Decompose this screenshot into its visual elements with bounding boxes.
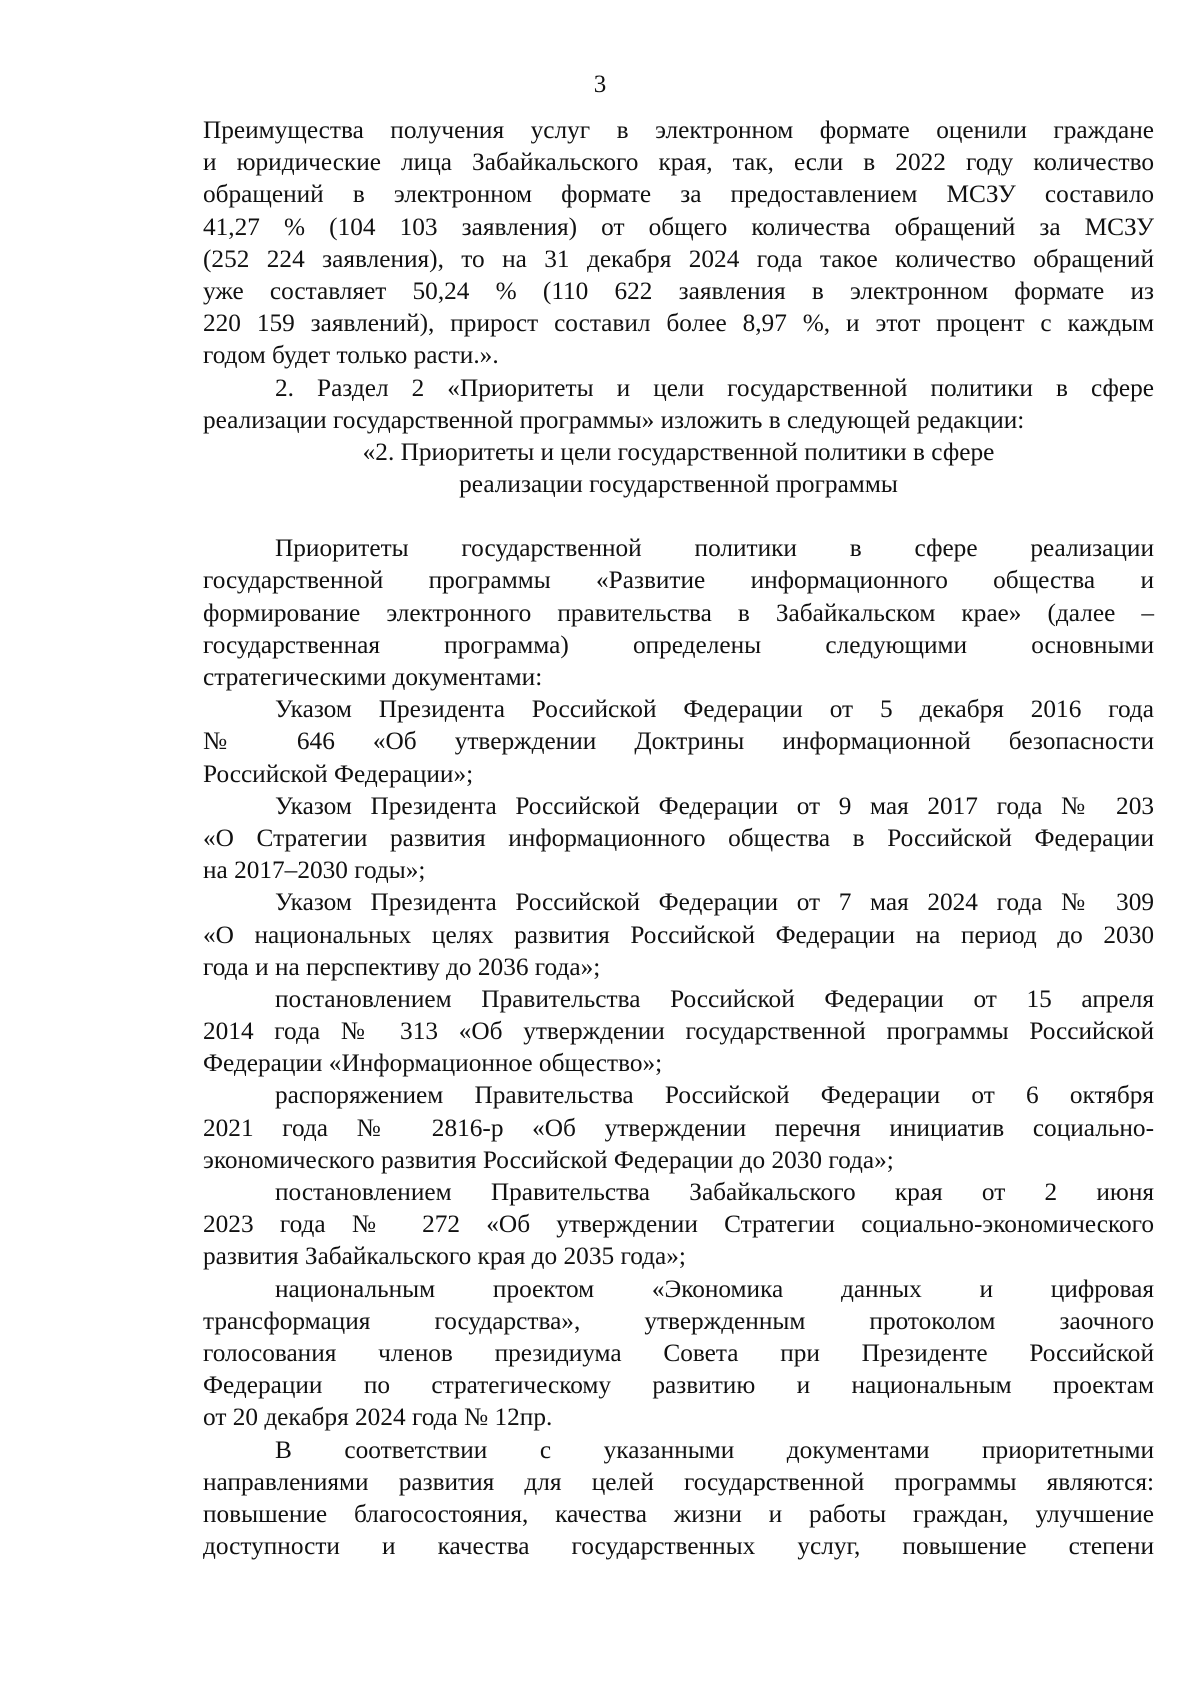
text-line: обращений в электронном формате за предоставлением МСЗУ составило [203,180,1154,209]
text-line: Российской Федерации»; [203,759,474,788]
text-line: государственная программа) определены следующими основными [203,630,1154,659]
text-line: национальным проектом «Экономика данных и цифровая [275,1274,1154,1303]
text-line: Федерации по стратегическому развитию и национальным проектам [203,1371,1154,1400]
text-line: Указом Президента Российской Федерации от 7 мая 2024 года № 309 [275,888,1154,917]
list-item-national-project [203,1273,1154,1434]
text-line: года и на перспективу до 2036 года»; [203,952,601,981]
text-line: государственной программы «Развитие информационного общества и [203,566,1154,595]
text-line: Федерации «Информационное общество»; [203,1049,663,1078]
text-line: «О национальных целях развития Российской Федерации на период до 2030 [203,920,1154,949]
text-line: уже составляет 50,24 % (110 622 заявления в электронном формате из [203,276,1154,305]
para-priorities [203,532,1154,693]
list-item-resolution-272 [203,1176,1154,1273]
list-item-order-2816 [203,1079,1154,1176]
text-line: и юридические лица Забайкальского края, так, если в 2022 году количество [203,148,1154,177]
text-line: трансформация государства», утвержденным протоколом заочного [203,1306,1154,1335]
text-line: 41,27 % (104 103 заявления) от общего количества обращений за МСЗУ [203,212,1154,241]
list-item-resolution-313 [203,983,1154,1080]
paragraph-gap [203,500,1154,532]
text-line: 2021 года № 2816-р «Об утверждении перечня инициатив социально- [203,1113,1154,1142]
list-item-decree-646 [203,693,1154,790]
text-line: от 20 декабря 2024 года № 12пр. [203,1403,553,1432]
text-line: постановлением Правительства Забайкальского края от 2 июня [275,1178,1154,1206]
para-item-2 [203,372,1154,436]
list-item-decree-309 [203,886,1154,983]
para-intro-continued [203,114,1154,372]
list-item-decree-203 [203,790,1154,887]
text-line: Указом Президента Российской Федерации от 5 декабря 2016 года [275,695,1154,724]
text-line: распоряжением Правительства Российской Федерации от 6 октября [275,1081,1154,1110]
text-line: реализации государственной программы [459,470,898,499]
text-line: стратегическими документами: [203,663,543,691]
text-line: 220 159 заявлений), прирост составил более 8,97 %, и этот процент с каждым [203,309,1154,338]
section-heading [203,436,1154,500]
text-line: 2. Раздел 2 «Приоритеты и цели государственной политики в сфере [275,373,1154,402]
text-line: 2014 года № 313 «Об утверждении государственной программы Российской [203,1017,1154,1046]
text-line: развития Забайкальского края до 2035 года»; [203,1242,686,1271]
text-line: Приоритеты государственной политики в сфере реализации [275,534,1154,563]
text-line: «2. Приоритеты и цели государственной политики в сфере [362,437,995,466]
text-line: годом будет только расти.». [203,341,499,370]
text-line: повышение благосостояния, качества жизни и работы граждан, улучшение [203,1499,1154,1528]
text-line: Преимущества получения услуг в электронном формате оценили граждане [203,116,1154,144]
text-line: формирование электронного правительства в Забайкальском крае» (далее – [203,598,1154,627]
text-line: В соответствии с указанными документами приоритетными [275,1435,1154,1464]
text-line: голосования членов президиума Совета при Президенте Российской [203,1338,1154,1367]
text-line: Указом Президента Российской Федерации от 9 мая 2017 года № 203 [275,791,1154,820]
text-line: № 646 «Об утверждении Доктрины информационной безопасности [203,727,1154,756]
text-line: на 2017–2030 годы»; [203,856,426,885]
text-line: направлениями развития для целей государственной программы являются: [203,1467,1154,1496]
text-line: (252 224 заявления), то на 31 декабря 2024 года такое количество обращений [203,244,1154,273]
text-line: постановлением Правительства Российской Федерации от 15 апреля [275,984,1154,1013]
page-number: 3 [593,71,607,98]
text-line: 2023 года № 272 «Об утверждении Стратегии социально-экономического [203,1210,1154,1239]
text-line: доступности и качества государственных услуг, повышение степени [203,1532,1154,1561]
text-line: экономического развития Российской Федерации до 2030 года»; [203,1145,894,1174]
para-directions [203,1434,1154,1563]
text-line: реализации государственной программы» изложить в следующей редакции: [203,405,1025,434]
text-line: «О Стратегии развития информационного общества в Российской Федерации [203,823,1154,852]
document-body [203,114,1154,1562]
